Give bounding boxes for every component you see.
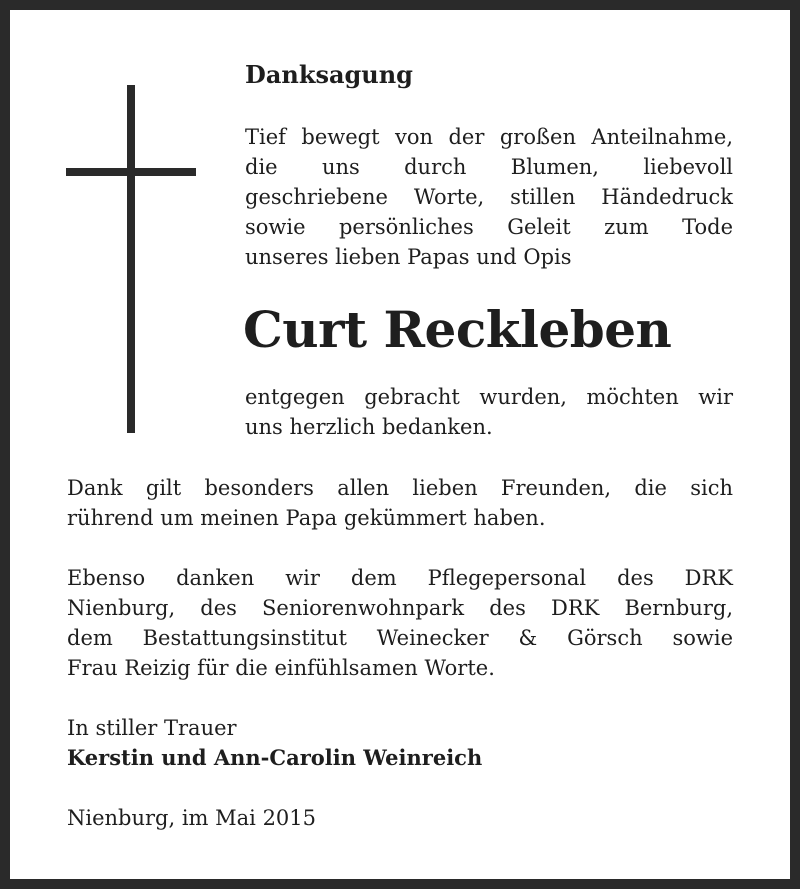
mourning-phrase: In stiller Trauer [67, 716, 237, 740]
place-and-date: Nienburg, im Mai 2015 [67, 806, 317, 830]
friends-line: rührend um meinen Papa gekümmert haben. [67, 506, 546, 530]
staff-line: Nienburg, des Seniorenwohnpark des DRK Bernburg, [67, 596, 733, 620]
thanks-line: entgegen gebracht wurden, möchten wir [245, 385, 733, 409]
intro-line: unseres lieben Papas und Opis [245, 245, 572, 269]
staff-line: Ebenso danken wir dem Pflegepersonal des DRK [67, 566, 733, 590]
signers-names: Kerstin und Ann-Carolin Weinreich [67, 745, 483, 770]
intro-line: geschriebene Worte, stillen Händedruck [245, 185, 733, 209]
intro-paragraph [245, 122, 733, 272]
cross-horizontal-bar [66, 168, 196, 176]
intro-line: Tief bewegt von der großen Anteilnahme, [245, 125, 733, 149]
cross-icon [66, 85, 196, 433]
friends-line: Dank gilt besonders allen lieben Freunden, die sich [67, 476, 733, 500]
friends-paragraph [67, 473, 733, 533]
staff-line: dem Bestattungsinstitut Weinecker & Görsch sowie [67, 626, 733, 650]
thanks-line: uns herzlich bedanken. [245, 415, 493, 439]
notice-heading: Danksagung [245, 60, 413, 89]
deceased-name: Curt Reckleben [243, 300, 672, 359]
staff-paragraph [67, 563, 733, 683]
staff-line: Frau Reizig für die einfühlsamen Worte. [67, 656, 495, 680]
thanks-paragraph [245, 382, 733, 442]
cross-vertical-bar [127, 85, 135, 433]
intro-line: sowie persönliches Geleit zum Tode [245, 215, 733, 239]
intro-line: die uns durch Blumen, liebevoll [245, 155, 733, 179]
